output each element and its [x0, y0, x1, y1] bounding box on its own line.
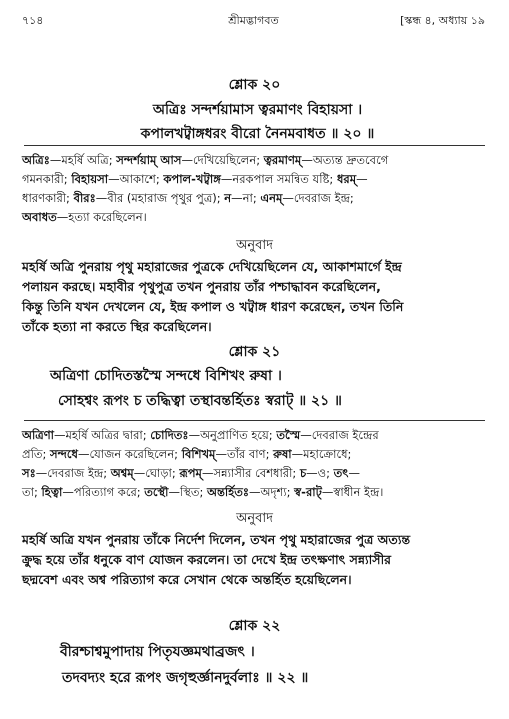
sanskrit-word: বিশিখম্	[181, 447, 216, 461]
word-meaning: ধারণকারী;	[22, 191, 74, 205]
word-meaning: —মহাক্রোধে;	[291, 447, 352, 461]
word-meaning: —দেবরাজ ইন্দ্রের	[300, 428, 379, 442]
word-meaning: —না;	[231, 191, 261, 205]
verse-21-line-1: অত্রিণা চোদিতস্তস্মৈ সন্দধে বিশিখং রুষা ।	[50, 368, 282, 384]
word-meaning: —দেবরাজ ইন্দ্র;	[282, 191, 354, 205]
word-meaning: —অনুপ্রাণিত হয়ে;	[188, 428, 277, 442]
synonym-line	[22, 208, 485, 227]
word-meaning: —তাঁর বাণ;	[215, 447, 274, 461]
word-meaning: —সন্ন্যাসীর বেশধারী;	[201, 466, 300, 480]
verse-21-translation-heading: অনুবাদ	[236, 511, 273, 526]
sanskrit-word: স্ব-রাট্	[294, 485, 322, 499]
translation-line: পলায়ন করছে। মহাবীর পৃথুপুত্র তখন পুনরায় তাঁর পশ্চাদ্ধাবন করেছিলেন,	[22, 279, 381, 294]
translation-line: মহর্ষি অত্রি পুনরায় পৃথু মহারাজের পুত্রকে দেখিয়েছিলেন যে, আকাশমার্গে ইন্দ্র	[22, 259, 402, 274]
translation-line: তাঁকে হত্যা না করতে স্থির করেছিলেন।	[22, 319, 212, 334]
verse-21-title: শ্লোক ২১	[228, 344, 281, 360]
word-meaning: —ও;	[306, 466, 334, 480]
word-meaning: —অদৃশ্য;	[249, 485, 295, 499]
book-title: শ্রীমদ্ভাগবত	[228, 14, 279, 27]
translation-line: মহর্ষি অত্রি যখন পুনরায় তাঁকে নির্দেশ দিলেন, তখন পৃথু মহারাজের পুত্র অত্যন্ত	[22, 532, 411, 547]
word-meaning: —পরিত্যাগ করে;	[62, 485, 145, 499]
sanskrit-word: রুষা	[273, 447, 292, 461]
verse-22-line-1: বীরশ্চাশ্বমুপাদায় পিতৃযজ্ঞমথাব্রজৎ ।	[60, 644, 255, 660]
sanskrit-word: বিহায়সা	[71, 172, 109, 186]
verse-20-synonyms	[22, 151, 485, 227]
sanskrit-word: তস্থৌ	[144, 485, 169, 499]
verse-22-line-2: তদবদ্যং হরে রূপং জগৃহুর্জ্ঞানদুর্বলাঃ ॥ ২২ ॥	[62, 670, 309, 686]
sanskrit-word: হিত্বা	[41, 485, 63, 499]
sanskrit-word: অশ্বম্	[110, 466, 134, 480]
word-meaning: —স্থিত;	[168, 485, 208, 499]
word-meaning: তা;	[22, 485, 42, 499]
verse-20-title: শ্লোক ২০	[228, 77, 281, 93]
sanskrit-word: কপাল-খট্বাঙ্গ	[163, 172, 221, 186]
word-meaning: গমনকারী;	[22, 172, 72, 186]
translation-line: ক্রুদ্ধ হয়ে তাঁর ধনুকে বাণ যোজন করলেন। তা দেখে ইন্দ্র তৎক্ষণাৎ সন্ন্যাসীর	[22, 552, 392, 567]
verse-21-synonyms	[22, 426, 485, 502]
sanskrit-word: সন্দর্শয়াম্ আস	[116, 153, 182, 167]
word-meaning: —মহর্ষি অত্রির দ্বারা;	[54, 428, 151, 442]
page-header	[22, 12, 485, 30]
page-number: ৭১৪	[22, 14, 44, 27]
word-meaning: —স্বাধীন ইন্দ্র।	[321, 485, 384, 499]
sanskrit-word: অত্রিঃ	[22, 153, 50, 167]
sanskrit-word: সন্দধে	[50, 447, 78, 461]
sanskrit-word: সঃ	[22, 466, 36, 480]
verse-21-line-2: সোহশ্বং রূপং চ তদ্ধিত্বা তস্থাবন্তর্হিতঃ স্বরাট্ ॥ ২১ ॥	[58, 393, 342, 409]
verse-20-line-2: কপালখট্বাঙ্গধরং বীরো নৈনমবাধত ॥ ২০ ॥	[140, 126, 375, 142]
divider	[24, 420, 485, 421]
synonym-line	[22, 426, 485, 445]
word-meaning: প্রতি;	[22, 447, 51, 461]
sanskrit-word: অবাধত	[22, 210, 57, 224]
synonym-line	[22, 189, 485, 208]
sanskrit-word: অন্তর্হিতঃ	[207, 485, 249, 499]
word-meaning: —হত্যা করেছিলেন।	[56, 210, 147, 224]
sanskrit-word: চোদিতঃ	[150, 428, 189, 442]
synonym-line	[22, 445, 485, 464]
verse-20-translation	[22, 257, 485, 337]
synonym-line	[22, 483, 485, 502]
word-meaning: —নরকপাল সমন্বিত যষ্টি;	[220, 172, 337, 186]
sanskrit-word: ধরম্	[336, 172, 357, 186]
word-meaning: —যোজন করেছিলেন;	[77, 447, 182, 461]
sanskrit-word: অত্রিণা	[22, 428, 54, 442]
sanskrit-word: ন	[224, 191, 232, 205]
word-meaning: —	[356, 172, 368, 186]
word-meaning: —অত্যন্ত দ্রুতবেগে	[301, 153, 389, 167]
word-meaning: —	[348, 466, 360, 480]
sanskrit-word: এনম্	[260, 191, 283, 205]
verse-22-title: শ্লোক ২২	[228, 618, 281, 634]
word-meaning: —মহর্ষি অত্রি;	[49, 153, 117, 167]
word-meaning: —আকাশে;	[108, 172, 164, 186]
word-meaning: —বীর (মহারাজ পৃথুর পুত্র);	[95, 191, 225, 205]
sanskrit-word: বীরঃ	[73, 191, 96, 205]
sanskrit-word: তৎ	[333, 466, 349, 480]
sanskrit-word: রূপম্	[179, 466, 202, 480]
sanskrit-word: ত্বরমাণম্	[263, 153, 302, 167]
synonym-line	[22, 170, 485, 189]
word-meaning: —দেখিয়েছিলেন;	[181, 153, 264, 167]
divider	[24, 145, 485, 146]
verse-20-line-1: অত্রিঃ সন্দর্শয়ামাস ত্বরমাণং বিহায়সা ।	[152, 102, 363, 118]
translation-line: ছদ্মবেশ এবং অশ্ব পরিত্যাগ করে সেখান থেকে অন্তর্হিত হয়েছিলেন।	[22, 572, 352, 587]
translation-line: কিন্তু তিনি যখন দেখলেন যে, ইন্দ্র কপাল ও খট্বাঙ্গ ধারণ করেছেন, তখন তিনি	[22, 299, 404, 314]
synonym-line	[22, 151, 485, 170]
sanskrit-word: তস্মৈ	[276, 428, 301, 442]
verse-20-translation-heading: অনুবাদ	[236, 238, 273, 253]
word-meaning: —দেবরাজ ইন্দ্র;	[35, 466, 111, 480]
chapter-reference: [স্কন্ধ ৪, অধ্যায় ১৯	[400, 14, 485, 27]
synonym-line	[22, 464, 485, 483]
word-meaning: —ঘোড়া;	[133, 466, 180, 480]
verse-21-translation	[22, 530, 485, 590]
sanskrit-word: চ	[299, 466, 307, 480]
